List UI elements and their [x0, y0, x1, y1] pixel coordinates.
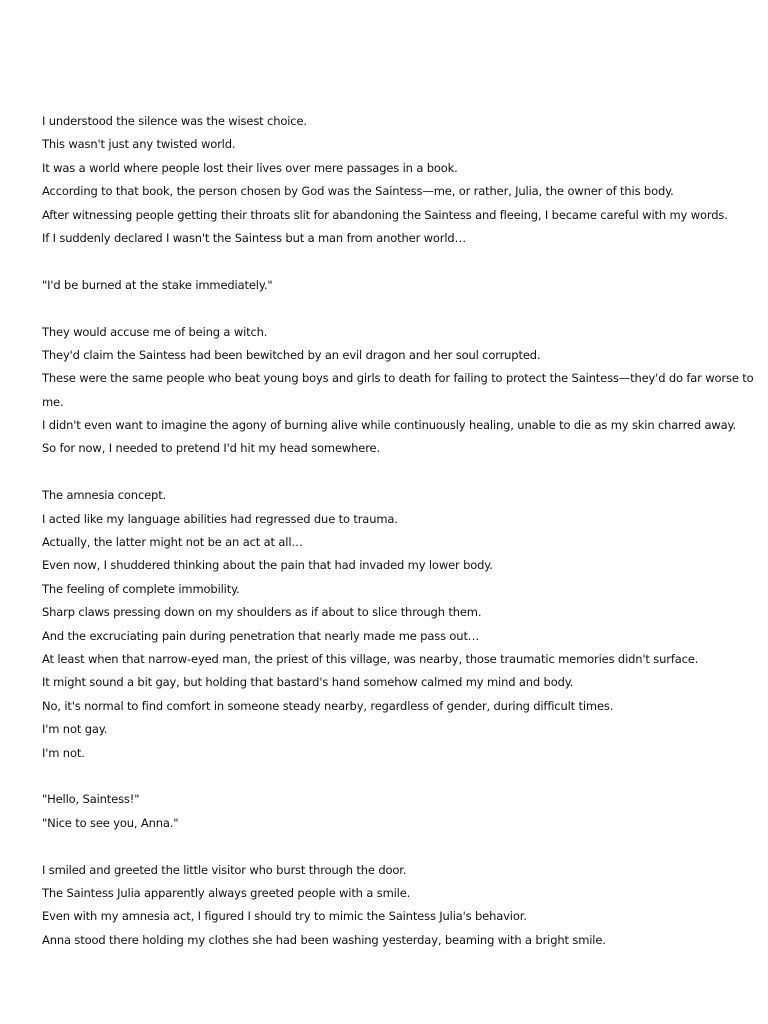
- text-line: They would accuse me of being a witch.: [42, 324, 268, 339]
- text-line: The amnesia concept.: [42, 488, 167, 503]
- text-line: Actually, the latter might not be an act at all…: [42, 535, 303, 550]
- text-line: It might sound a bit gay, but holding that bastard's hand somehow calmed my mind and body.: [42, 675, 574, 690]
- text-line: Anna stood there holding my clothes she had been washing yesterday, beaming with a bright smile.: [42, 932, 606, 947]
- text-line: After witnessing people getting their throats slit for abandoning the Saintess and fleeing, I became careful with my words.: [42, 207, 728, 222]
- text-line: At least when that narrow-eyed man, the priest of this village, was nearby, those traumatic memories didn't surface.: [42, 651, 699, 666]
- text-line: This wasn't just any twisted world.: [42, 137, 236, 152]
- text-line: I smiled and greeted the little visitor who burst through the door.: [42, 862, 407, 877]
- text-line: If I suddenly declared I wasn't the Saintess but a man from another world…: [42, 230, 466, 245]
- blank-line: [42, 835, 732, 858]
- text-line: The Saintess Julia apparently always greeted people with a smile.: [42, 885, 411, 900]
- text-line: It was a world where people lost their lives over mere passages in a book.: [42, 160, 458, 175]
- document-body: [42, 110, 754, 952]
- text-line: Even with my amnesia act, I figured I should try to mimic the Saintess Julia's behavior.: [42, 909, 527, 924]
- text-line: So for now, I needed to pretend I'd hit my head somewhere.: [42, 441, 380, 456]
- blank-line: [42, 765, 732, 788]
- text-line: According to that book, the person chosen by God was the Saintess—me, or rather, Julia, the owner of this body.: [42, 184, 674, 199]
- text-line: "Hello, Saintess!": [42, 792, 140, 807]
- text-line: Sharp claws pressing down on my shoulders as if about to slice through them.: [42, 605, 482, 620]
- text-line: The feeling of complete immobility.: [42, 581, 240, 596]
- text-line: me.: [42, 394, 64, 409]
- text-line: I'm not.: [42, 745, 85, 760]
- text-line: No, it's normal to find comfort in someone steady nearby, regardless of gender, during difficult times.: [42, 698, 614, 713]
- blank-line: [42, 461, 732, 484]
- text-line: I acted like my language abilities had regressed due to trauma.: [42, 511, 398, 526]
- text-line: "Nice to see you, Anna.": [42, 815, 179, 830]
- text-line: I'm not gay.: [42, 722, 108, 737]
- text-line: "I'd be burned at the stake immediately.": [42, 277, 273, 292]
- text-line: I didn't even want to imagine the agony of burning alive while continuously healing, unable to die as my skin charred away.: [42, 418, 737, 433]
- blank-line: [42, 297, 732, 320]
- blank-line: [42, 250, 732, 273]
- text-line: Even now, I shuddered thinking about the pain that had invaded my lower body.: [42, 558, 493, 573]
- text-line: I understood the silence was the wisest choice.: [42, 114, 307, 128]
- text-line: These were the same people who beat young boys and girls to death for failing to protect the Saintess—they'd do far worse to: [42, 371, 754, 386]
- text-line: And the excruciating pain during penetration that nearly made me pass out…: [42, 628, 480, 643]
- text-line: They'd claim the Saintess had been bewitched by an evil dragon and her soul corrupted.: [42, 347, 541, 362]
